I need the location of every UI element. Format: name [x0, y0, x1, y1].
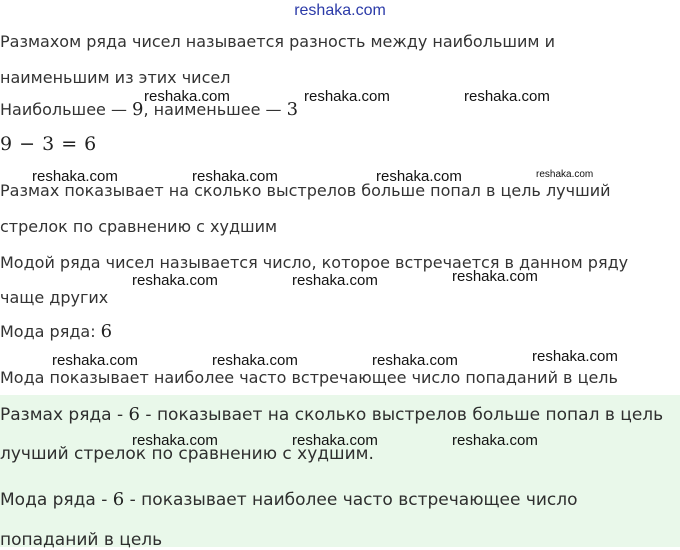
answer-mode-prefix: Мода ряда -: [0, 490, 113, 510]
watermark: reshaka.com: [452, 432, 538, 449]
mode-label: Мода ряда:: [0, 322, 101, 341]
watermark: reshaka.com: [132, 432, 218, 449]
watermark: reshaka.com: [52, 352, 138, 369]
watermark: reshaka.com: [212, 352, 298, 369]
watermark: reshaka.com: [292, 272, 378, 289]
answer-mode-suffix: - показывает наиболее часто встречающее число: [124, 490, 578, 510]
watermark: reshaka.com: [464, 88, 550, 105]
range-meaning-line-1: Размах показывает на сколько выстрелов больше попал в цель лучший: [0, 181, 611, 200]
answer-range-line-2: лучший стрелок по сравнению с худшим.: [0, 444, 374, 464]
answer-mode-line-1: [0, 490, 578, 510]
answer-range-suffix: - показывает на сколько выстрелов больше попал в цель: [140, 405, 664, 425]
watermark: reshaka.com: [192, 168, 278, 185]
min-value: 3: [286, 99, 299, 120]
answer-range-line-1: [0, 405, 663, 425]
watermark: reshaka.com: [376, 168, 462, 185]
watermark: reshaka.com: [32, 168, 118, 185]
watermark: reshaka.com: [304, 88, 390, 105]
range-definition-line-1: Размахом ряда чисел называется разность между наибольшим и: [0, 32, 555, 51]
range-expression: 9 − 3 = 6: [0, 133, 97, 155]
watermark: reshaka.com: [452, 268, 538, 285]
watermark: reshaka.com: [536, 169, 594, 180]
header-watermark[interactable]: reshaka.com: [294, 2, 386, 19]
answer-range-value: 6: [128, 404, 140, 425]
watermark: reshaka.com: [132, 272, 218, 289]
mode-value: 6: [100, 321, 113, 342]
watermark: reshaka.com: [144, 88, 230, 105]
watermark: reshaka.com: [372, 352, 458, 369]
answer-mode-value: 6: [112, 489, 125, 510]
range-definition-line-2: наименьшим из этих чисел: [0, 68, 231, 87]
max-value: 9: [132, 99, 144, 120]
answer-range-prefix: Размах ряда -: [0, 405, 129, 425]
watermark: reshaka.com: [292, 432, 378, 449]
min-label: , наименьшее —: [143, 100, 287, 119]
watermark: reshaka.com: [532, 348, 618, 365]
mode-definition-line-2: чаще других: [0, 288, 109, 307]
mode-definition-line-1: Модой ряда чисел называется число, которое встречается в данном ряду: [0, 253, 629, 272]
answer-mode-line-2: попаданий в цель: [0, 530, 163, 550]
mode-meaning: Мода показывает наиболее часто встречающее число попаданий в цель: [0, 368, 618, 387]
max-label: Наибольшее —: [0, 100, 133, 119]
mode-line: [0, 322, 112, 342]
range-meaning-line-2: стрелок по сравнению с худшим: [0, 217, 278, 236]
